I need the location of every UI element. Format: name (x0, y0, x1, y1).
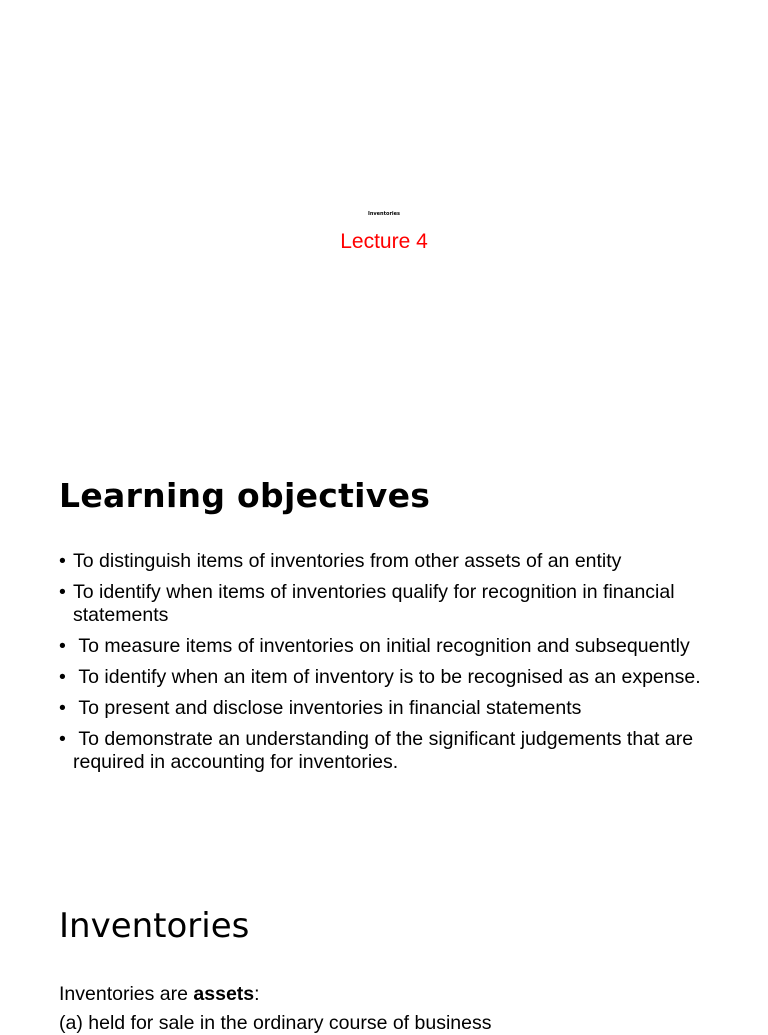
lecture-title: Lecture 4 (340, 230, 428, 253)
definition-bold: assets (193, 983, 255, 1005)
list-item-text: To identify when an item of inventory is to be recognised as an expense. (73, 666, 701, 688)
definition-prefix: Inventories are (59, 983, 194, 1005)
list-item (59, 666, 719, 689)
bullet-icon: • (59, 581, 66, 603)
list-item-text: To identify when items of inventories qualify for recognition in financial statements (73, 581, 675, 626)
bullet-icon: • (59, 666, 66, 688)
bullet-icon: • (59, 550, 66, 572)
list-item-text: To distinguish items of inventories from other assets of an entity (73, 550, 622, 572)
list-item (59, 697, 719, 720)
list-item-text: To demonstrate an understanding of the significant judgements that are required in accounting for inventories. (73, 728, 699, 773)
list-item (59, 581, 719, 627)
inventories-definition (59, 983, 260, 1006)
learning-objectives-list (59, 550, 719, 782)
definition-suffix: : (254, 983, 260, 1005)
list-item (59, 728, 719, 774)
inventories-definition-line: (a) held for sale in the ordinary course of business (59, 1012, 492, 1034)
bullet-icon: • (59, 728, 66, 750)
learning-objectives-heading: Learning objectives (59, 476, 431, 515)
list-item-text: To present and disclose inventories in financial statements (73, 697, 582, 719)
slide-small-title: Inventories (367, 211, 400, 217)
list-item-text: To measure items of inventories on initial recognition and subsequently (73, 635, 690, 657)
bullet-icon: • (59, 635, 66, 657)
inventories-heading: Inventories (59, 906, 250, 946)
bullet-icon: • (59, 697, 66, 719)
list-item (59, 635, 719, 658)
list-item (59, 550, 719, 573)
